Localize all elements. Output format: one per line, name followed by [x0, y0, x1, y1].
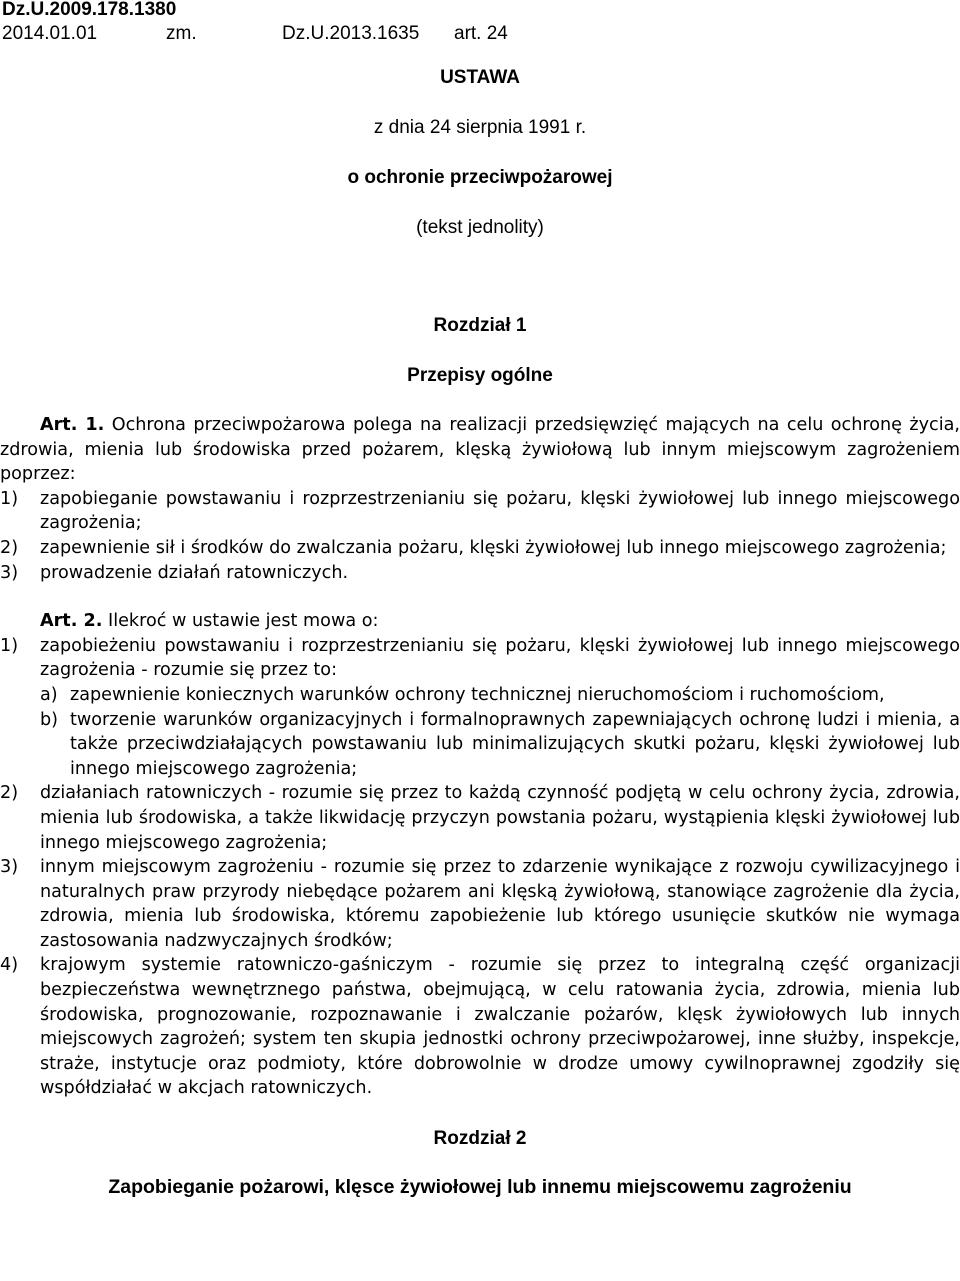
list-item	[0, 561, 960, 586]
act-type: USTAWA	[440, 67, 520, 88]
article-1	[0, 413, 960, 585]
amendment-art: art. 24	[454, 23, 508, 44]
list-item	[0, 855, 960, 953]
amendment-line	[2, 22, 960, 46]
chapter-1-label: Rozdział 1	[433, 315, 527, 336]
act-subject: o ochronie przeciwpożarowej	[347, 167, 613, 188]
list-item-number: 2)	[0, 783, 19, 804]
list-item-number: 1)	[0, 488, 19, 509]
list-item-number: 2)	[0, 537, 19, 558]
list-item	[0, 781, 960, 855]
chapter-2-label: Rozdział 2	[433, 1128, 527, 1150]
list-item	[0, 536, 960, 561]
journal-reference: Dz.U.2009.178.1380	[2, 0, 177, 20]
article-1-text: Ochrona przeciwpożarowa polega na realizacji przedsięwzięć mających na celu ochronę życia, zdrowia, mienia lub środowiska przed pożarem, klęską żywiołową lub innym miejscowym zagrożeniem poprzez:	[0, 415, 960, 485]
sub-list-item	[40, 683, 960, 708]
list-item-text: zapewnienie sił i środków do zwalczania pożaru, klęski żywiołowej lub innego miejscowego zagrożenia;	[40, 537, 947, 558]
chapter-2-title: Zapobieganie pożarowi, klęsce żywiołowej lub innemu miejscowemu zagrożeniu	[108, 1176, 852, 1199]
act-date: z dnia 24 sierpnia 1991 r.	[373, 117, 587, 138]
article-2-text: Ilekroć w ustawie jest mowa o:	[102, 611, 379, 632]
chapter-1-title: Przepisy ogólne	[407, 365, 553, 386]
sub-list-item-letter: a)	[40, 684, 58, 705]
list-item-text: zapobieganie powstawaniu i rozprzestrzenianiu się pożaru, klęski żywiołowej lub innego miejscowego zagrożenia;	[40, 488, 960, 534]
list-item	[0, 953, 960, 1101]
list-item-number: 3)	[0, 562, 19, 583]
amendment-date: 2014.01.01	[2, 23, 98, 44]
list-item-text: krajowym systemie ratowniczo-gaśniczym - rozumie się przez to integralną część organizacji bezpieczeństwa wewnętrznego państwa, obejmującą, w celu ratowania życia, zdrowia, mienia lub środowiska, prognozowanie, rozpoznawanie i zwalczanie pożarów, klęsk żywiołowych lub innych miejscowych zagrożeń; system ten skupia jednostki ochrony przeciwpożarowej, inne służby, inspekcje, straże, instytucje oraz podmioty, które dobrowolnie w drodze umowy cywilnoprawnej zgodziły się współdziałać w akcjach ratowniczych.	[40, 955, 960, 1099]
article-1-intro	[0, 413, 960, 487]
list-item	[0, 634, 960, 683]
article-2-label: Art. 2.	[40, 611, 103, 632]
amendment-zm: zm.	[166, 23, 197, 44]
sub-list-item	[40, 708, 960, 782]
list-item	[0, 487, 960, 536]
article-1-label: Art. 1.	[40, 415, 105, 435]
article-2-intro	[0, 609, 960, 634]
sub-list-item-text: tworzenie warunków organizacyjnych i formalnoprawnych zapewniających ochronę ludzi i mienia, a także przeciwdziałających powstawaniu lub minimalizujących skutki pożaru, klęski żywiołowej lub innego miejscowego zagrożenia;	[70, 709, 960, 779]
list-item-number: 4)	[0, 955, 19, 976]
sub-list-item-text: zapewnienie koniecznych warunków ochrony technicznej nieruchomościom i ruchomościom,	[70, 684, 885, 705]
list-item-text: innym miejscowym zagrożeniu - rozumie się przez to zdarzenie wynikające z rozwoju cywilizacyjnego i naturalnych praw przyrody niebędące pożarem ani klęską żywiołową, stanowiące zagrożenie dla życia, zdrowia, mienia lub środowiska, któremu zapobieżenie lub którego usunięcie skutków nie wymaga zastosowania nadzwyczajnych środków;	[40, 857, 960, 951]
list-item-text: zapobieżeniu powstawaniu i rozprzestrzenianiu się pożaru, klęski żywiołowej lub innego miejscowego zagrożenia - rozumie się przez to:	[40, 635, 960, 681]
list-item-number: 1)	[0, 635, 19, 656]
act-note: (tekst jednolity)	[416, 217, 544, 238]
list-item-text: działaniach ratowniczych - rozumie się przez to każdą czynność podjętą w celu ochrony życia, zdrowia, mienia lub środowiska, a także likwidację przyczyn powstania pożaru, wystąpienia klęski żywiołowej lub innego miejscowego zagrożenia;	[40, 783, 960, 853]
article-2	[0, 609, 960, 1101]
amendment-ref: Dz.U.2013.1635	[282, 23, 420, 44]
list-item-text: prowadzenie działań ratowniczych.	[40, 562, 349, 583]
list-item-number: 3)	[0, 857, 19, 878]
sub-list-item-letter: b)	[40, 709, 59, 730]
